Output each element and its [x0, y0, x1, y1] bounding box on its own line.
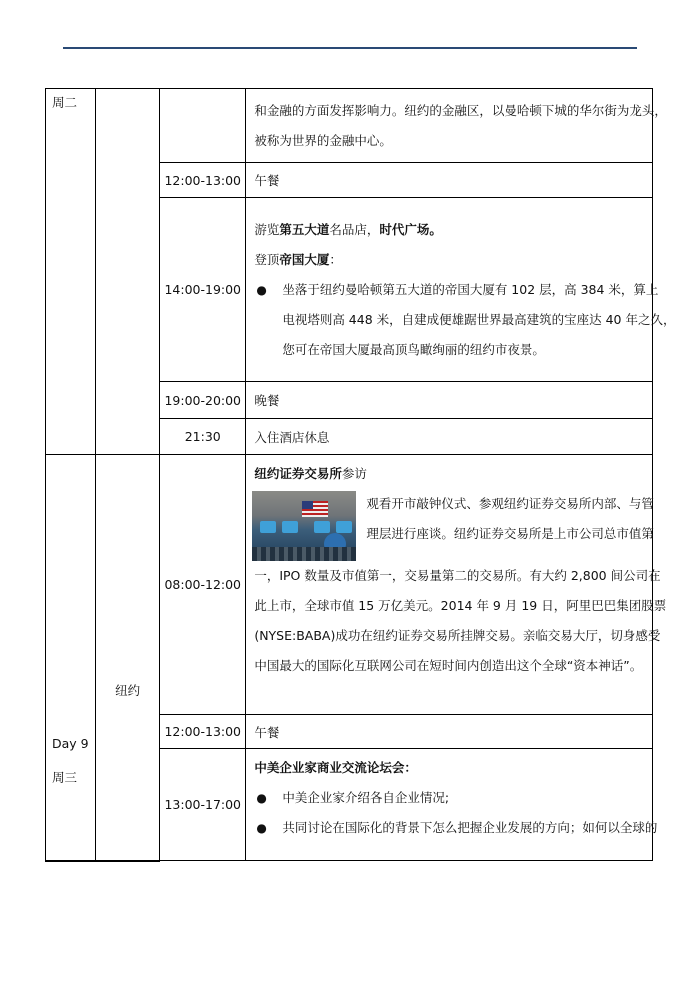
bullet-text: 坐落于纽约曼哈顿第五大道的帝国大厦有 102 层，高 384 米，算上: [282, 281, 659, 297]
text-span: 游览: [254, 221, 280, 237]
time-cell: 19:00-20:00: [160, 382, 246, 419]
city-cell-day8: [96, 89, 160, 455]
itinerary-table: [45, 88, 676, 862]
city-label: 纽约: [115, 683, 141, 698]
bullet-icon: ●: [256, 791, 267, 805]
activity-cell: 午餐: [246, 715, 653, 749]
header-rule: [63, 47, 637, 49]
time-cell: 13:00-17:00: [160, 749, 246, 861]
intro-cell: [246, 89, 667, 163]
weekday-label: 周二: [52, 95, 78, 110]
text-span: ：: [329, 251, 342, 267]
body-line: 一，IPO 数量及市值第一，交易量第二的交易所。有大约 2,800 间公司在: [254, 568, 661, 583]
activity-cell: [246, 455, 667, 715]
bullet-text: 中美企业家介绍各自企业情况;: [282, 790, 450, 805]
day-cell-day8: [46, 89, 96, 455]
forum-title: 中美企业家商业交流论坛会：: [254, 760, 417, 775]
intro-line: 和金融的方面发挥影响力。纽约的金融区，以曼哈顿下城的华尔街为龙头，: [254, 102, 667, 118]
time-cell: 12:00-13:00: [160, 715, 246, 749]
text-span: 名品店，: [329, 221, 380, 237]
day-label: Day 9: [52, 736, 89, 752]
body-line: 此上市，全球市值 15 万亿美元。2014 年 9 月 19 日，阿里巴巴集团股票: [254, 598, 667, 613]
bullet-icon: ●: [256, 821, 267, 835]
time-cell: 12:00-13:00: [160, 163, 246, 198]
body-line: 观看开市敲钟仪式、参观纽约证券交易所内部、与管: [366, 496, 654, 511]
activity-cell: 入住酒店休息: [246, 419, 653, 455]
intro-line: 被称为世界的金融中心。: [254, 132, 392, 148]
body-line: 理层进行座谈。纽约证券交易所是上市公司总市值第: [366, 526, 654, 541]
time-cell: 08:00-12:00: [160, 455, 246, 715]
bullet-text: 电视塔则高 448 米，自建成便雄踞世界最高建筑的宝座达 40 年之久，: [282, 311, 676, 327]
text-span: 参访: [341, 466, 367, 481]
weekday-label: 周三: [52, 770, 78, 786]
activity-cell: [246, 749, 658, 861]
place-name: 第五大道: [279, 221, 330, 237]
bullet-text: 您可在帝国大厦最高顶鸟瞰绚丽的纽约市夜景。: [282, 341, 545, 357]
place-name: 帝国大厦: [279, 251, 330, 267]
activity-cell: 午餐: [246, 163, 653, 198]
day-cell-day9: [46, 455, 96, 861]
place-name: 纽约证券交易所: [254, 466, 342, 481]
body-line: 中国最大的国际化互联网公司在短时间内创造出这个全球“资本神话”。: [254, 658, 643, 673]
text-span: 登顶: [254, 251, 280, 267]
bullet-icon: ●: [256, 282, 267, 297]
body-line: (NYSE:BABA)成功在纽约证券交易所挂牌交易。亲临交易大厅，切身感受: [254, 628, 661, 643]
bullet-text: 共同讨论在国际化的背景下怎么把握企业发展的方向；如何以全球的: [282, 820, 658, 835]
place-name: 时代广场。: [379, 221, 442, 237]
time-cell: 14:00-19:00: [160, 198, 246, 382]
activity-cell: [246, 198, 676, 382]
activity-cell: 晚餐: [246, 382, 653, 419]
nyse-trading-floor-photo: [252, 491, 356, 561]
time-cell: [160, 89, 246, 163]
time-cell: 21:30: [160, 419, 246, 455]
city-cell-day9: [96, 455, 160, 861]
